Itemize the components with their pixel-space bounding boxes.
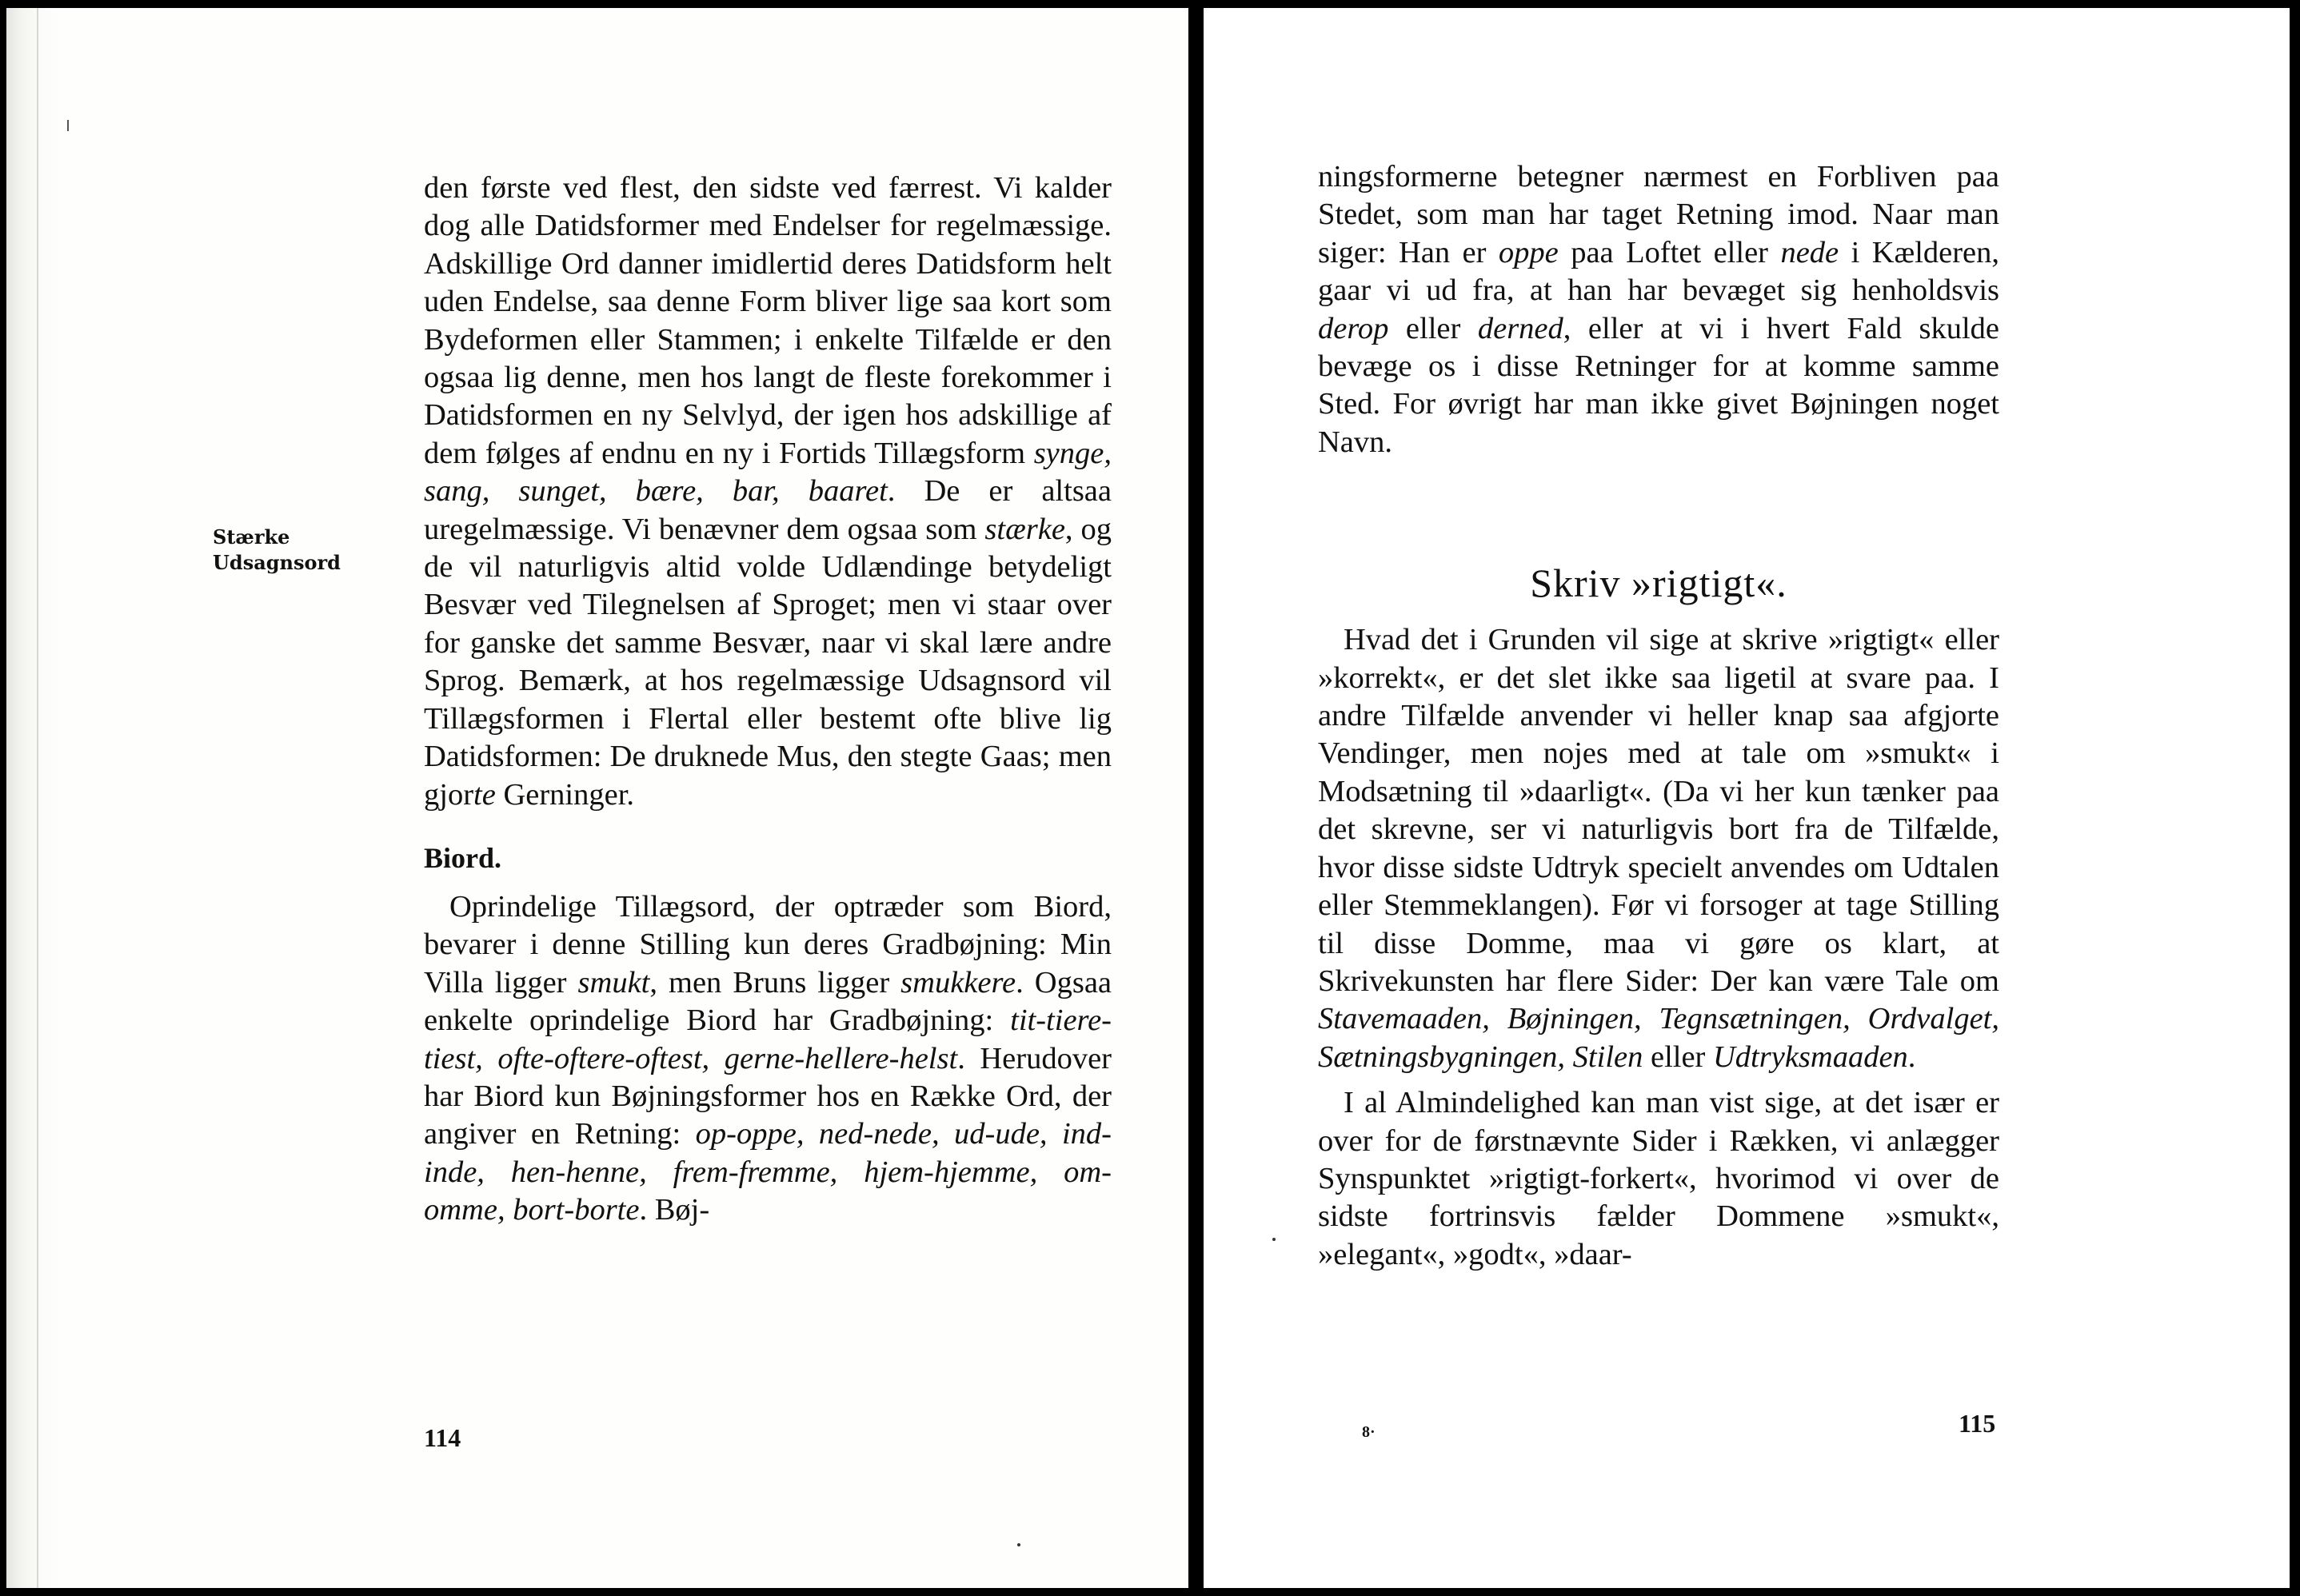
scan-speck	[1017, 1543, 1020, 1546]
left-page	[6, 8, 1188, 1588]
right-paragraph-3: I al Almindelighed kan man vist sige, at det især er over for de førstnævnte Sider i Rækken, vi anlægger Synspunktet »rigtigt-forkert«, hvorimod vi over de sidste fortrinsvis fælder Dommene »smukt«, »elegant«, »godt«, »daar-	[1318, 1086, 1999, 1271]
scan-speck	[1272, 1238, 1276, 1241]
signature-mark: 8·	[1362, 1423, 1376, 1441]
page-number-right: 115	[1959, 1409, 1996, 1438]
page-number-left: 114	[424, 1423, 461, 1452]
left-paragraph-2: Oprindelige Tillægsord, der optræder som Biord, bevarer i denne Stilling kun deres Gradbøjning: Min Villa ligger smukt, men Bruns ligger smukkere. Ogsaa enkelte oprindelige Biord har Gradbøjning: tit-tiere-tiest, ofte-oftere-oftest, gerne-hellere-helst. Herudover har Biord kun Bøjningsformer hos en Række Ord, der angiver en Retning: op-oppe, ned-nede, ud-ude, ind-inde, hen-henne, frem-fremme, hjem-hjemme, om-omme, bort-borte. Bøj-	[424, 889, 1112, 1227]
margin-note	[213, 525, 341, 576]
right-paragraph-2: Hvad det i Grunden vil sige at skrive »rigtigt« eller »korrekt«, er det slet ikke saa ligetil at svare paa. I andre Tilfælde anvender vi heller knap saa afgjorte Vendinger, men nojes med at tale om »smukt« i Modsætning til »daarligt«. (Da vi her kun tænker paa det skrevne, ser vi naturligvis bort fra de Tilfælde, hvor disse sidste Udtryk specielt anvendes om Udtalen eller Stemmeklangen). Før vi forsoger at tage Stilling til disse Domme, maa vi gøre os klart, at Skrivekunsten har flere Sider: Der kan være Tale om Stavemaaden, Bøjningen, Tegnsætningen, Ordvalget, Sætningsbygningen, Stilen eller Udtryksmaaden.	[1318, 623, 1999, 1074]
scan-speck	[67, 120, 69, 131]
margin-note-line-2: Udsagnsord	[213, 551, 341, 574]
chapter-title: Skriv »rigtigt«.	[1530, 561, 1787, 606]
page-gutter-line	[37, 8, 38, 1588]
right-text-column	[1318, 158, 1999, 1274]
left-text-column	[424, 170, 1112, 1230]
margin-note-line-1: Stærke	[213, 525, 290, 549]
right-paragraph-1: ningsformerne betegner nærmest en Forbliven paa Stedet, som man har taget Retning imod. Naar man siger: Han er oppe paa Loftet eller nede i Kælderen, gaar vi ud fra, at han har bevæget sig henholdsvis derop eller derned, eller at vi i hvert Fald skulde bevæge os i disse Retninger for at komme samme Sted. For øvrigt har man ikke givet Bøjningen noget Navn.	[1318, 160, 2000, 459]
page-gutter-shadow	[6, 8, 62, 1588]
section-heading-biord: Biord.	[424, 841, 502, 874]
left-paragraph-1: den første ved flest, den sidste ved færrest. Vi kalder dog alle Datidsformer med Endelser for regelmæssige. Adskillige Ord danner imidlertid deres Datidsform helt uden Endelse, saa denne Form bliver lige saa kort som Bydeformen eller Stammen; i enkelte Tilfælde er den ogsaa lig denne, men hos langt de fleste forekommer i Datidsformen en ny Selvlyd, der igen hos adskillige af dem følges af endnu en ny i Fortids Tillægsform synge, sang, sunget, bære, bar, baaret. De er altsaa uregelmæssige. Vi benævner dem ogsaa som stærke, og de vil naturligvis altid volde Udlændinge betydeligt Besvær ved Tilegnelsen af Sproget; men vi staar over for ganske det samme Besvær, naar vi skal lære andre Sprog. Bemærk, at hos regelmæssige Udsagnsord vil Tillægsformen i Flertal eller bestemt ofte blive lig Datidsformen: De druknede Mus, den stegte Gaas; men gjorte Gerninger.	[424, 171, 1112, 812]
right-page	[1204, 8, 2290, 1588]
